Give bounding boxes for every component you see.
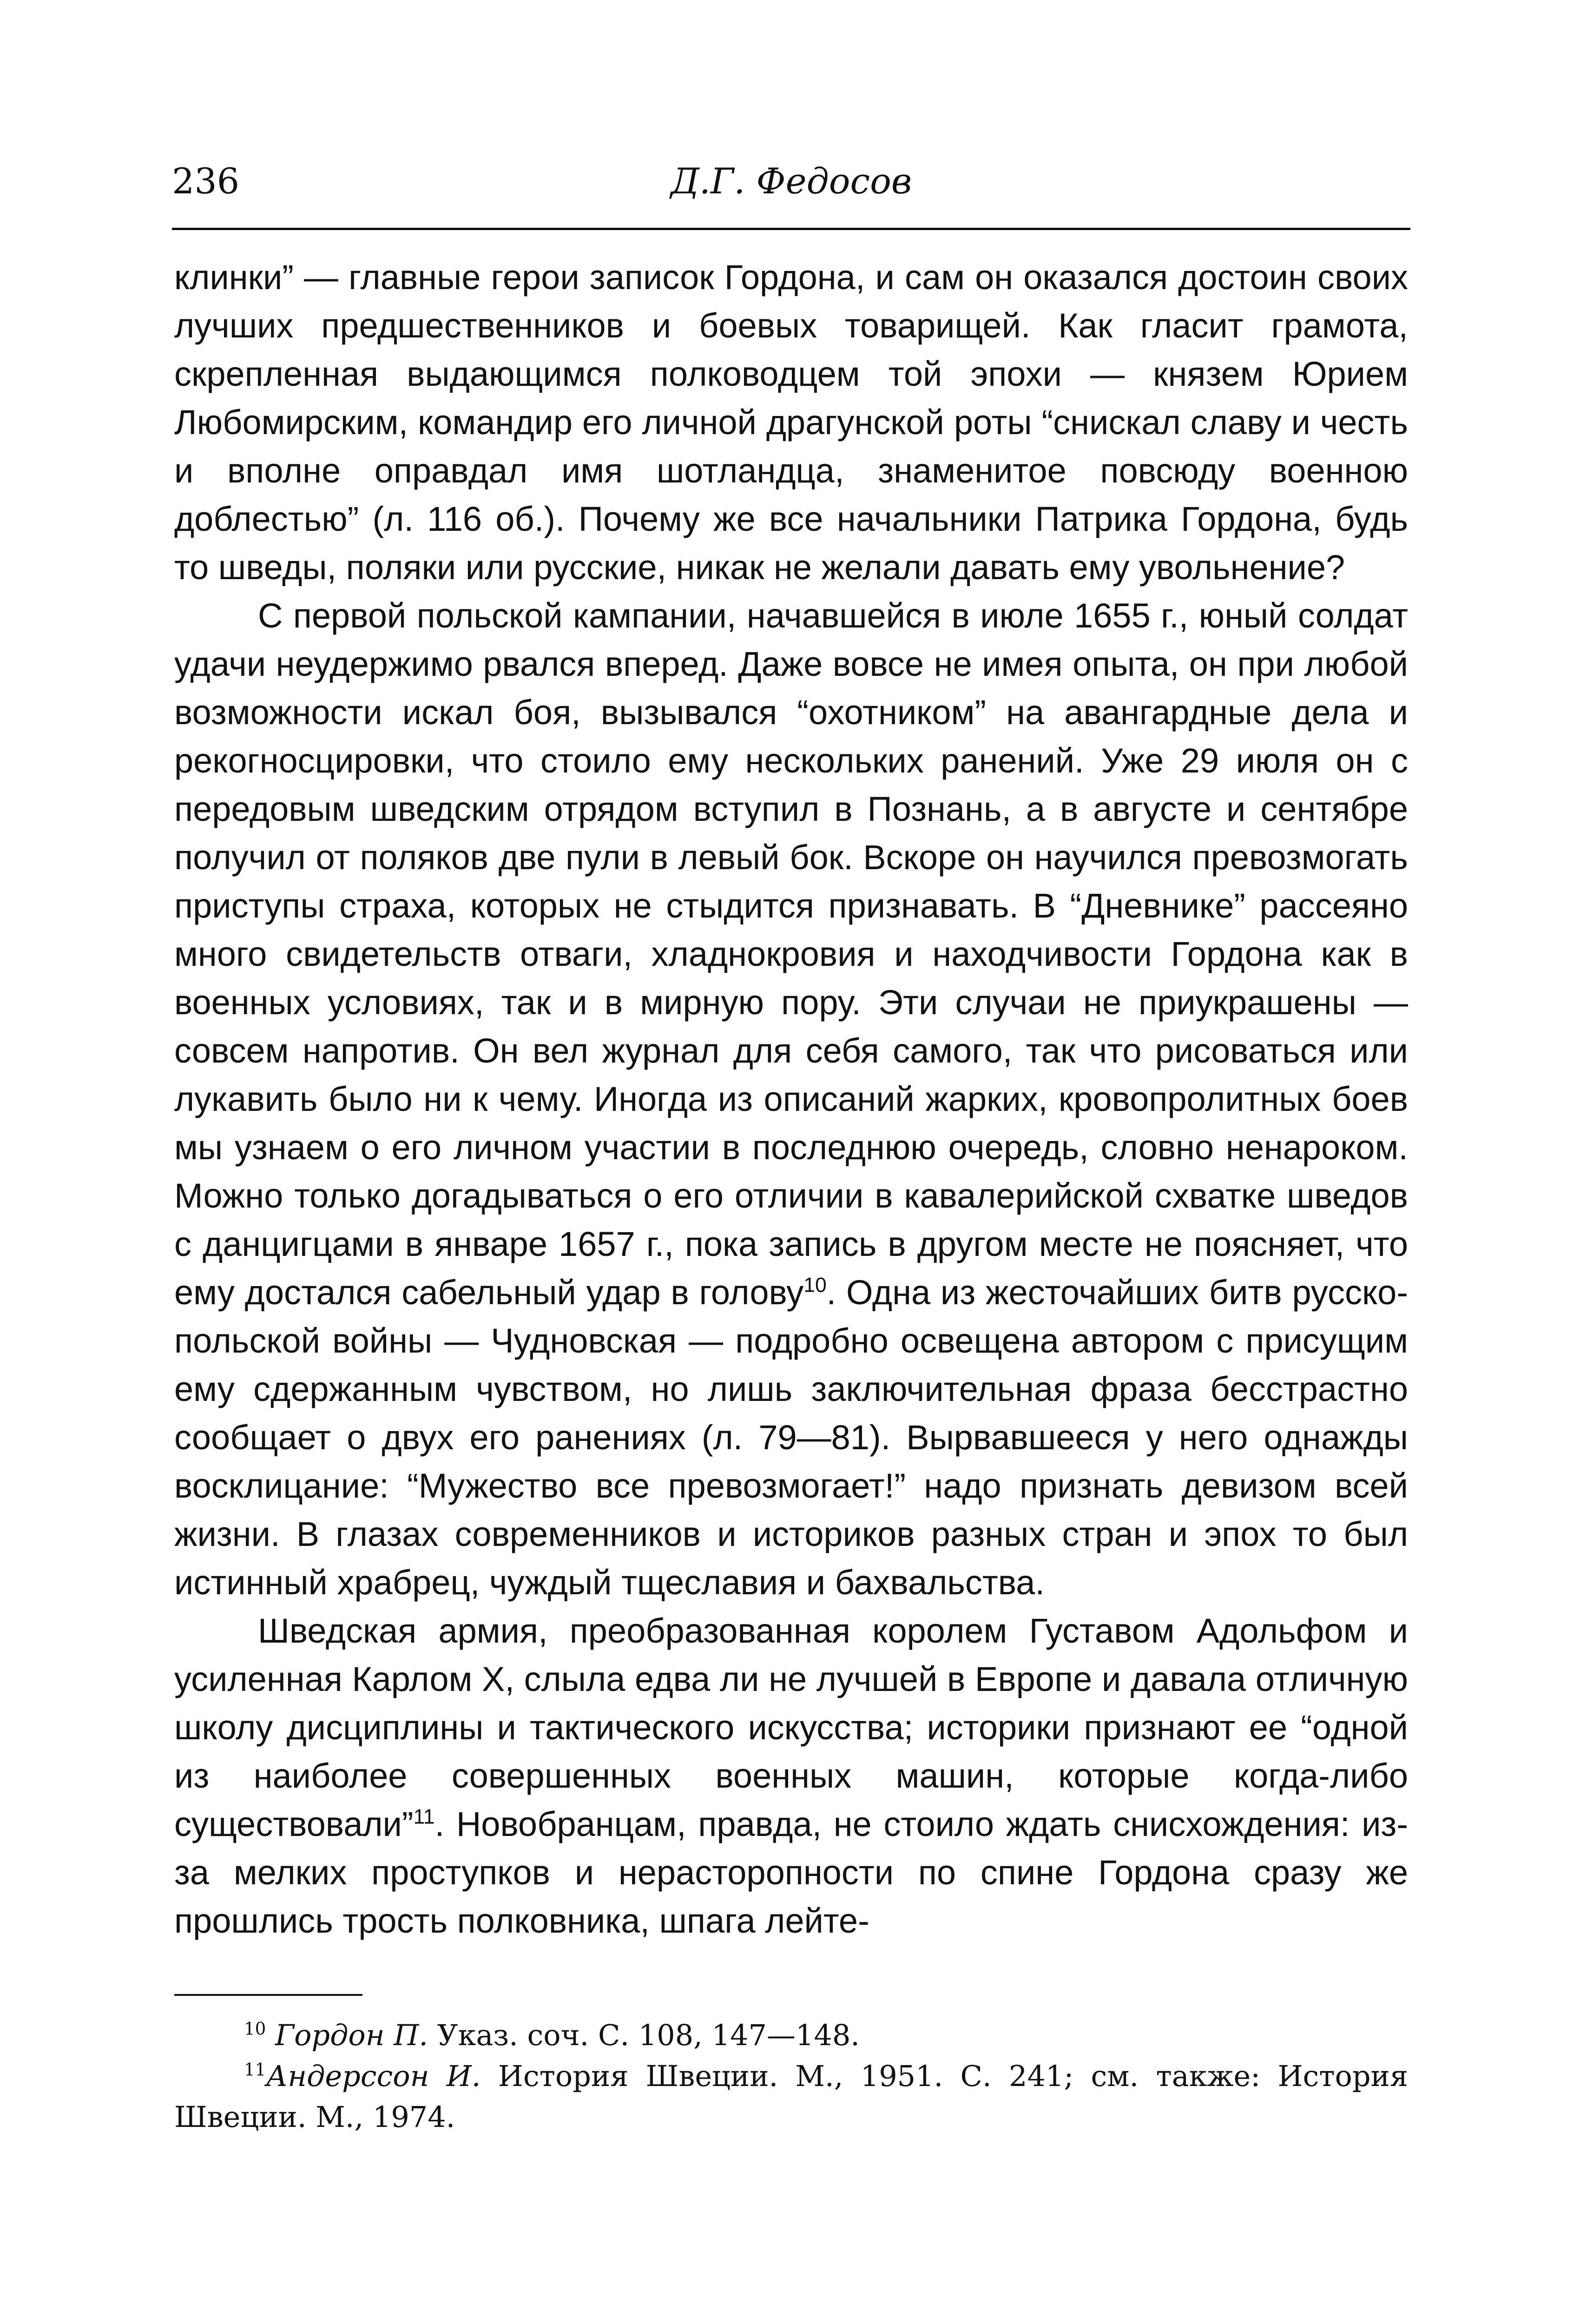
footnote-11 [174,2056,1408,2138]
paragraph-3 [174,1607,1408,1945]
footnote-text: История Швеции. М., 1951. С. 241; см. также: История Швеции. М., 1974. [174,2059,1408,2134]
paragraph-3-part-2: . Новобранцам, правда, не стоило ждать снисхождения: из-за мелких проступков и нерасторопности по спине Гордона сразу же прошлись трость полковника, шпага лейте- [174,1805,1408,1940]
paragraph-2 [174,592,1408,1607]
paragraph-2-part-1: С первой польской кампании, начавшейся в июле 1655 г., юный солдат удачи неудержимо рвался вперед. Даже вовсе не имея опыта, он при любой возможности искал боя, вызывался “охотником” на авангардные дела и рекогносцировки, что стоило ему нескольких ранений. Уже 29 июля он с передовым шведским отрядом вступил в Познань, а в августе и сентябре получил от поляков две пули в левый бок. Вскоре он научился превозмогать приступы страха, которых не стыдится признавать. В “Дневнике” рассеяно много свидетельств отваги, хладнокровия и находчивости Гордона как в военных условиях, так и в мирную пору. Эти случаи не приукрашены — совсем напротив. Он вел журнал для себя самого, так что рисоваться или лукавить было ни к чему. Иногда из описаний жарких, кровопролитных боев мы узнаем о его личном участии в последнюю очередь, словно ненароком. Можно только догадываться о его отличии в кавалерийской схватке шведов с данцигцами в январе 1657 г., пока запись в другом месте не поясняет, что ему достался сабельный удар в голову [174,596,1408,1312]
footnotes [174,2015,1408,2138]
paragraph-2-part-2: . Одна из жесточайших битв русско-польской войны — Чудновская — подробно освещена автором с присущим ему сдержанным чувством, но лишь заключительная фраза бесстрастно сообщает о двух его ранениях (л. 79—81). Вырвавшееся у него однажды восклицание: “Мужество все превозмогает!” надо признать девизом всей жизни. В глазах современников и историков разных стран и эпох то был истинный храбрец, чуждый тщеславия и бахвальства. [174,1273,1408,1602]
footnote-mark: 11 [244,2059,266,2080]
page-header [172,153,1410,223]
footnote-text: Указ. соч. С. 108, 147—148. [428,2018,860,2052]
header-rule [172,228,1410,230]
footnote-ref-10: 10 [803,1274,827,1297]
footnote-author: Андерссон И. [266,2059,481,2093]
footnote-author: Гордон П. [275,2018,428,2052]
page-number: 236 [172,160,240,202]
footnote-10 [174,2015,1408,2056]
paragraph-1: клинки” — главные герои записок Гордона, и сам он оказался достоин своих лучших предшественников и боевых товарищей. Как гласит грамота, скрепленная выдающимся полководцем той эпохи — князем Юрием Любомирским, командир его личной драгунской роты “снискал славу и честь и вполне оправдал имя шотландца, знаменитое повсюду военною доблестью” (л. 116 об.). Почему же все начальники Патрика Гордона, будь то шведы, поляки или русские, никак не желали давать ему увольнение? [174,258,1408,587]
footnote-rule [174,1994,362,1996]
paragraph-3-part-1: Шведская армия, преобразованная королем Густавом Адольфом и усиленная Карлом X, слыла едва ли не лучшей в Европе и давала отличную школу дисциплины и тактического искусства; историки признают ее “одной из наиболее совершенных военных машин, которые когда-либо существовали” [174,1611,1408,1843]
footnote-ref-11: 11 [413,1805,435,1829]
main-text [174,253,1408,1945]
footnote-mark: 10 [244,2018,266,2039]
running-head: Д.Г. Федосов [670,160,912,202]
